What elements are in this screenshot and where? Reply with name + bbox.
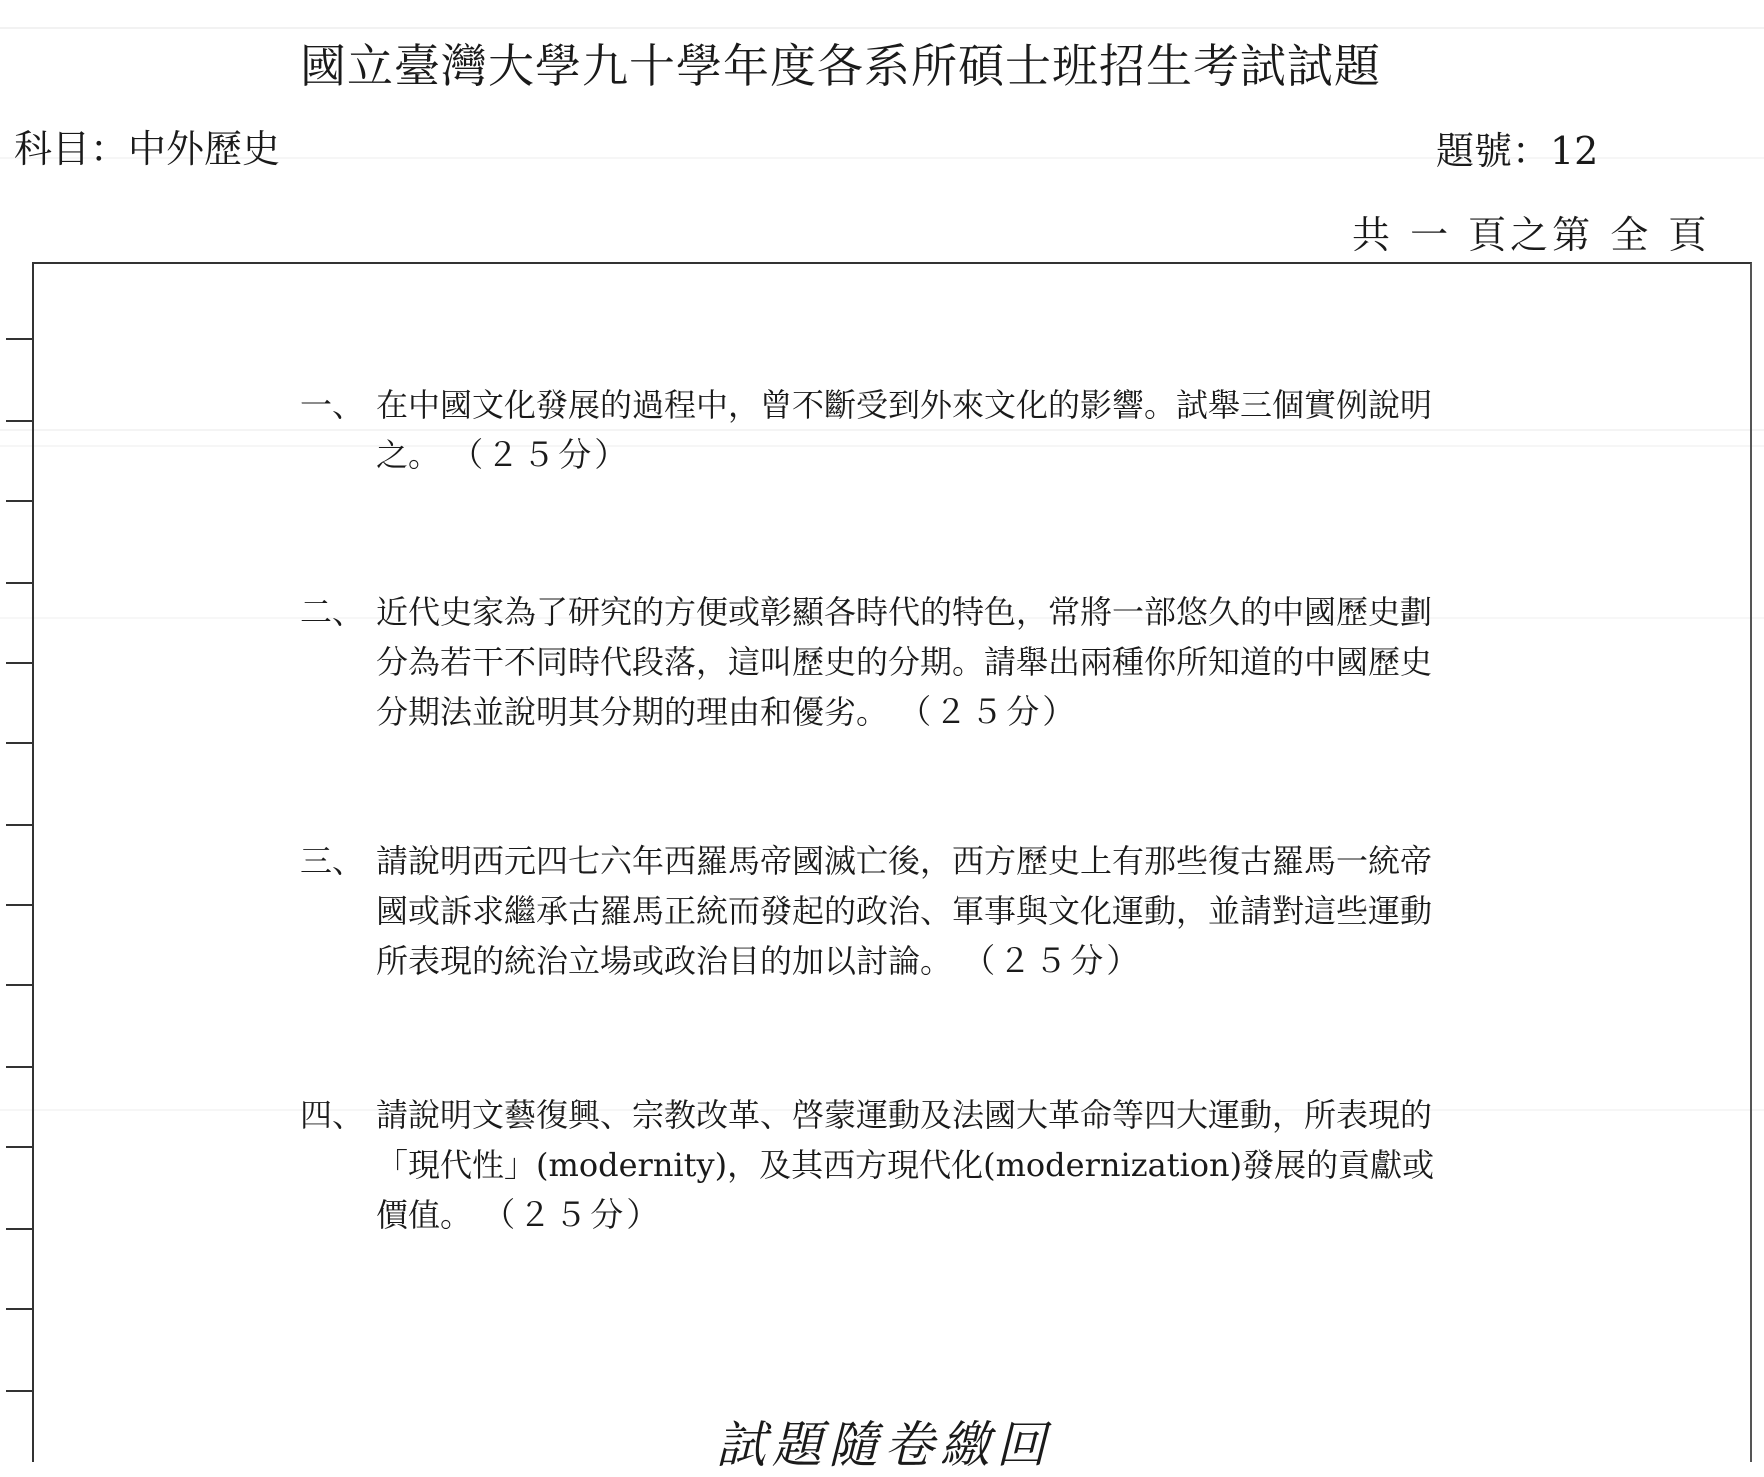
margin-tick xyxy=(6,1066,32,1068)
subject-label: 科目：中外歷史 xyxy=(14,127,281,171)
question-number: 一、 xyxy=(300,386,365,424)
question-score: （２５分） xyxy=(898,692,1079,731)
margin-tick xyxy=(6,500,32,502)
question-text: 近代史家為了研究的方便或彰顯各時代的特色，常將一部悠久的中國歷史劃分為若干不同時代段落，這叫歷史的分期。請舉出兩種你所知道的中國歷史分期法並說明其分期的理由和優劣。 xyxy=(376,593,1433,731)
margin-tick xyxy=(6,904,32,906)
question-score: （２５分） xyxy=(450,435,631,474)
question-number: 三、 xyxy=(300,842,365,880)
margin-tick xyxy=(6,984,32,986)
question-item xyxy=(300,380,1460,480)
margin-tick xyxy=(6,582,32,584)
margin-tick xyxy=(6,742,32,744)
question-score: （２５分） xyxy=(482,1195,663,1234)
question-item xyxy=(300,836,1460,986)
margin-tick xyxy=(6,1146,32,1148)
margin-tick xyxy=(6,824,32,826)
question-item xyxy=(300,587,1460,737)
question-text: 在中國文化發展的過程中，曾不斷受到外來文化的影響。試舉三個實例說明之。 xyxy=(376,386,1433,474)
page-info: 共 一 頁之第 全 頁 xyxy=(1352,213,1711,257)
question-number: 四、 xyxy=(300,1096,365,1134)
return-exam-note: 試題隨卷繳回 xyxy=(716,1416,1052,1474)
margin-tick xyxy=(6,1308,32,1310)
question-item xyxy=(300,1090,1460,1240)
margin-tick xyxy=(6,420,32,422)
question-score: （２５分） xyxy=(962,941,1143,980)
question-text: 請說明文藝復興、宗教改革、啓蒙運動及法國大革命等四大運動，所表現的「現代性」(modernity)，及其西方現代化(modernization)發展的貢獻或價值。 xyxy=(376,1096,1435,1234)
exam-title: 國立臺灣大學九十學年度各系所碩士班招生考試試題 xyxy=(300,39,1381,93)
question-number: 二、 xyxy=(300,593,365,631)
question-number-label: 題號：12 xyxy=(1436,129,1599,173)
question-text: 請說明西元四七六年西羅馬帝國滅亡後，西方歷史上有那些復古羅馬一統帝國或訴求繼承古羅馬正統而發起的政治、軍事與文化運動，並請對這些運動所表現的統治立場或政治目的加以討論。 xyxy=(376,842,1433,980)
margin-tick xyxy=(6,662,32,664)
margin-tick xyxy=(6,1390,32,1392)
margin-tick xyxy=(6,1228,32,1230)
margin-tick xyxy=(6,338,32,340)
